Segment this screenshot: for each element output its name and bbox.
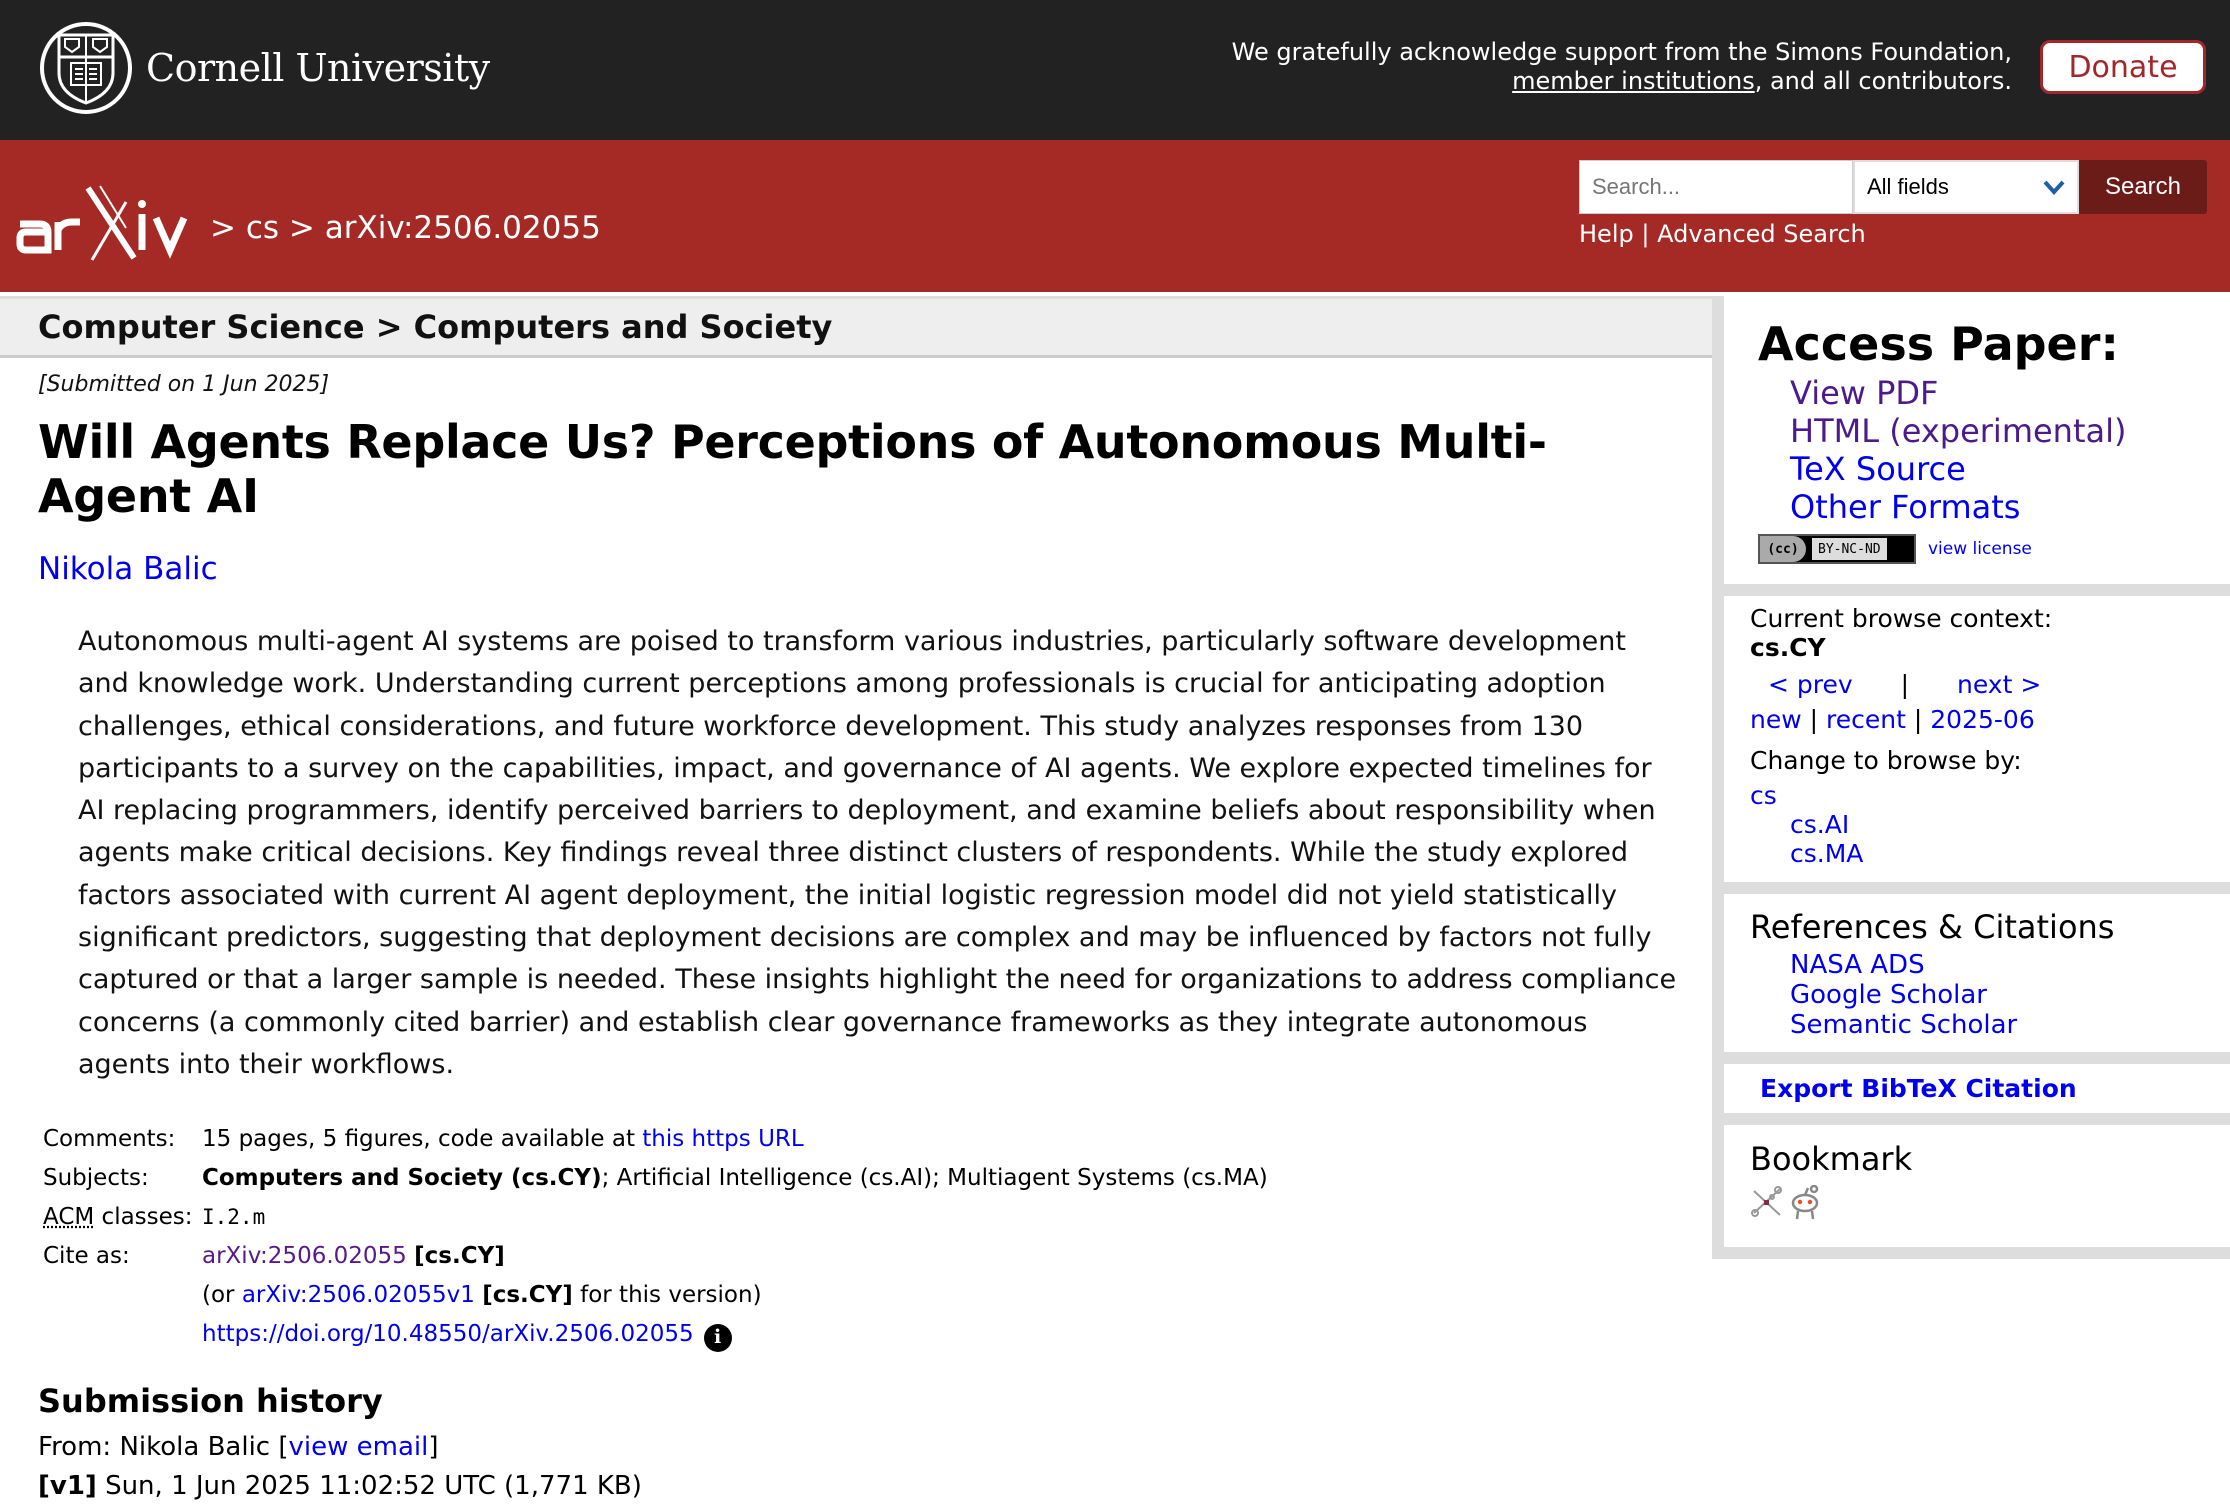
acm-abbr: ACM	[43, 1204, 95, 1231]
prev-next-nav	[1750, 670, 2230, 699]
references-links	[1790, 950, 2230, 1040]
search-field-select[interactable]	[1853, 160, 2079, 214]
support-message	[1232, 38, 2012, 96]
breadcrumb-separator: >	[288, 210, 315, 246]
cite-version-suffix: for this version)	[572, 1282, 762, 1309]
bibsonomy-icon[interactable]	[1750, 1185, 1784, 1225]
cornell-logo-link[interactable]	[40, 22, 490, 114]
help-link[interactable]: Help	[1579, 220, 1634, 248]
bookmark-icons	[1750, 1185, 2230, 1225]
cite-row	[38, 1243, 1672, 1352]
search-form	[1579, 160, 2207, 214]
support-line-1: We gratefully acknowledge support from the Simons Foundation,	[1231, 38, 2012, 66]
cc-license-badge-icon[interactable]	[1758, 534, 1916, 564]
top-bar	[0, 0, 2230, 140]
arxiv-logo-link[interactable]	[16, 178, 200, 272]
info-icon[interactable]: i	[704, 1324, 732, 1352]
prev-link[interactable]: < prev	[1768, 670, 1853, 699]
acm-label-suffix: classes:	[94, 1204, 193, 1231]
advanced-search-link[interactable]: Advanced Search	[1657, 220, 1866, 248]
subjects-value	[202, 1165, 1268, 1192]
cornell-name: Cornell University	[146, 46, 490, 90]
view-email-link[interactable]: view email	[288, 1431, 429, 1462]
other-formats-link[interactable]: Other Formats	[1790, 488, 2021, 526]
semantic-scholar-link[interactable]: Semantic Scholar	[1790, 1010, 2018, 1040]
cite-label: Cite as:	[43, 1243, 130, 1270]
cite-value	[202, 1243, 762, 1352]
member-institutions-link[interactable]: member institutions	[1512, 67, 1755, 95]
submitter-suffix: ]	[428, 1431, 439, 1462]
breadcrumb-paper-id: arXiv:2506.02055	[324, 210, 601, 246]
search-button[interactable]: Search	[2079, 160, 2207, 214]
month-link[interactable]: 2025-06	[1930, 705, 2035, 734]
references-box	[1724, 894, 2230, 1052]
browse-cs-ma-link[interactable]: cs.MA	[1790, 839, 1864, 868]
list-nav	[1750, 705, 2230, 734]
cite-version-category: [cs.CY]	[482, 1282, 573, 1309]
metadata-table	[38, 1126, 1672, 1352]
browse-context-box	[1724, 596, 2230, 882]
license	[1758, 534, 2230, 564]
submitted-date: [Submitted on 1 Jun 2025]	[38, 372, 330, 397]
arxiv-logo-icon	[16, 178, 200, 268]
submission-history-title: Submission history	[38, 1381, 383, 1420]
other-subjects: ; Artificial Intelligence (cs.AI); Multiagent Systems (cs.MA)	[601, 1165, 1268, 1192]
cite-version-prefix: (or	[202, 1282, 242, 1309]
abstract-text: Autonomous multi-agent AI systems are poised to transform various industries, particularly software development and knowledge work. Understanding current perceptions among professionals is crucial for anticipating adoption challenges, ethical considerations, and future workforce development. This study analyzes responses from 130 participants to a survey on the capabilities, impact, and governance of AI agents. We explore expected timelines for AI replacing programmers, identify perceived barriers to deployment, and examine beliefs about responsibility when agents make critical decisions. Key findings reveal three distinct clusters of respondents. While the study explored factors associated with current AI agent deployment, the initial logistic regression model did not yield statistically significant predictors, suggesting that deployment decisions are complex and may be influenced by factors not fully captured or that a larger sample is needed. These insights highlight the need for organizations to address compliance concerns (a commonly cited barrier) and establish clear governance frameworks as they integrate autonomous agents into their workflows.	[78, 626, 1677, 1080]
support-suffix: , and all contributors.	[1754, 67, 2012, 95]
view-pdf-link[interactable]: View PDF	[1790, 374, 1939, 412]
access-links	[1790, 374, 2230, 526]
doi-link[interactable]: https://doi.org/10.48550/arXiv.2506.02055	[202, 1321, 694, 1348]
link-separator: |	[1641, 220, 1650, 248]
arxiv-header-left	[16, 178, 601, 272]
new-link[interactable]: new	[1750, 705, 1802, 734]
cornell-seal-icon	[40, 22, 132, 114]
recent-link[interactable]: recent	[1826, 705, 1906, 734]
cc-mark: (cc)	[1760, 536, 1806, 562]
breadcrumb-separator: >	[210, 210, 236, 246]
cite-id-link[interactable]: arXiv:2506.02055	[202, 1243, 407, 1270]
author-link[interactable]: Nikola Balic	[38, 551, 218, 587]
paper-title: Will Agents Replace Us? Perceptions of Autonomous Multi-Agent AI	[38, 415, 1547, 523]
references-title: References & Citations	[1750, 908, 2115, 946]
reddit-icon[interactable]	[1788, 1185, 1824, 1225]
breadcrumb-cs-link[interactable]: cs	[245, 210, 280, 246]
comments-text: 15 pages, 5 figures, code available at	[202, 1126, 643, 1153]
comments-label: Comments:	[43, 1126, 176, 1153]
nav-separator: |	[1809, 705, 1819, 734]
change-browse-label: Change to browse by:	[1750, 746, 2022, 775]
acm-label	[38, 1204, 202, 1231]
search-field-selected: All fields	[1867, 174, 1949, 199]
cite-category: [cs.CY]	[414, 1243, 505, 1270]
chevron-down-icon	[2043, 179, 2065, 195]
support-line-2	[1232, 67, 2012, 96]
subjects-row	[38, 1165, 1672, 1192]
browse-by-list	[1750, 781, 2230, 868]
next-link[interactable]: next >	[1957, 670, 2042, 699]
browse-cs-ai-link[interactable]: cs.AI	[1790, 810, 1850, 839]
authors	[38, 551, 1672, 587]
cite-version-link[interactable]: arXiv:2506.02055v1	[241, 1282, 475, 1309]
acm-row	[38, 1204, 1672, 1231]
nasa-ads-link[interactable]: NASA ADS	[1790, 950, 1925, 980]
access-paper-title: Access Paper:	[1758, 317, 2119, 371]
search-links	[1579, 220, 1866, 248]
export-bibtex-link[interactable]: Export BibTeX Citation	[1760, 1074, 2077, 1103]
acm-value: I.2.m	[202, 1205, 266, 1230]
search-input[interactable]	[1579, 160, 1853, 214]
version-tag: [v1]	[38, 1470, 97, 1501]
subject-breadcrumb: Computer Science > Computers and Society	[0, 296, 1712, 358]
view-license-link[interactable]: view license	[1928, 539, 2032, 559]
tex-source-link[interactable]: TeX Source	[1790, 450, 1966, 488]
browse-context-label: Current browse context:	[1750, 604, 2053, 633]
version-line	[38, 1467, 1672, 1506]
bookmark-title: Bookmark	[1750, 1140, 1913, 1178]
subjects-label: Subjects:	[43, 1165, 149, 1192]
arxiv-header	[0, 140, 2230, 292]
submitter-line	[38, 1428, 1672, 1467]
nav-separator: |	[1913, 705, 1923, 734]
donate-button[interactable]: Donate	[2040, 40, 2206, 94]
comments-value	[202, 1126, 804, 1153]
cc-license-type: BY-NC-ND	[1812, 538, 1887, 560]
bookmark-box	[1724, 1125, 2230, 1247]
comments-row	[38, 1126, 1672, 1153]
access-paper-box	[1724, 296, 2230, 584]
browse-context-value: cs.CY	[1750, 633, 1826, 662]
header-breadcrumb	[210, 210, 601, 246]
code-url-link[interactable]: this https URL	[642, 1126, 804, 1153]
main-content	[0, 292, 1712, 1506]
submitter-prefix: From: Nikola Balic [	[38, 1431, 289, 1462]
browse-cs-link[interactable]: cs	[1750, 781, 1777, 810]
version-info: Sun, 1 Jun 2025 11:02:52 UTC (1,771 KB)	[96, 1470, 642, 1501]
nav-separator: |	[1900, 670, 1910, 699]
html-experimental-link[interactable]: HTML (experimental)	[1790, 412, 2127, 450]
bibtex-box	[1724, 1064, 2230, 1113]
primary-subject: Computers and Society (cs.CY)	[202, 1165, 602, 1192]
abstract-page	[0, 372, 1712, 1506]
sidebar	[1712, 296, 2230, 1259]
google-scholar-link[interactable]: Google Scholar	[1790, 980, 1987, 1010]
submission-history	[38, 1428, 1672, 1506]
